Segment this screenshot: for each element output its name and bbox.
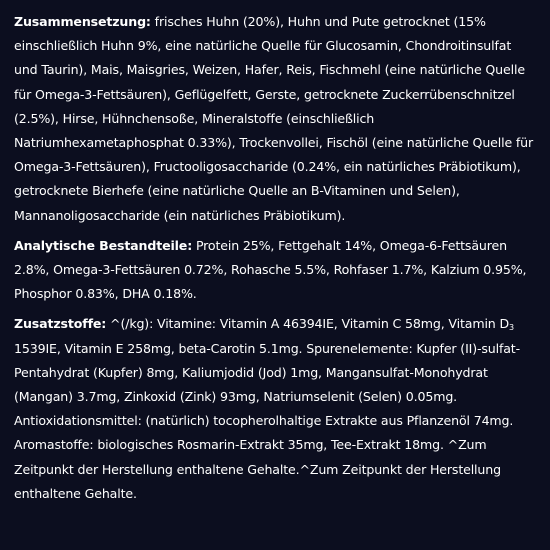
additives-section [14,312,536,506]
additives-label: Zusatzstoffe: [14,316,107,332]
additives-text-end: 1539IE, Vitamin E 258mg, beta-Carotin 5.1mg. Spurenelemente: Kupfer (II)-sulfat-Pentahydrat (Kupfer) 8mg, Kaliumjodid (Jod) 1mg, Mangansulfat-Monohydrat (Mangan) 3.7mg, Zinkoxid (Zink) 93mg, Natriumselenit (Selen) 0.05mg. Antioxidationsmittel: (natürlich) tocopherolhaltige Extrakte aus Pflanzenöl 74mg. Aromastoffe: biologisches Rosmarin-Extrakt 35mg, Tee-Extrakt 18mg. ^Zum Zeitpunkt der Herstellung enthaltene Gehalte.^Zum Zeitpunkt der Herstellung enthaltene Gehalte. [14,340,520,501]
composition-section [14,10,536,228]
vitamin-d-subscript: 3 [509,323,514,333]
composition-text: frisches Huhn (20%), Huhn und Pute getrocknet (15% einschließlich Huhn 9%, eine natürliche Quelle für Glucosamin, Chondroitinsulfat und Taurin), Mais, Maisgries, Weizen, Hafer, Reis, Fischmehl (eine natürliche Quelle für Omega-3-Fettsäuren), Geflügelfett, Gerste, getrocknete Zuckerrübenschnitzel (2.5%), Hirse, Hühnchensoße, Mineralstoffe (einschließlich Natriumhexametaphosphat 0.33%), Trockenvollei, Fischöl (eine natürliche Quelle für Omega-3-Fettsäuren), Fructooligosaccharide (0.24%, ein natürliches Präbiotikum), getrocknete Bierhefe (eine natürliche Quelle an B-Vitaminen und Selen), Mannanoligosaccharide (ein natürliches Präbiotikum). [14,14,534,223]
additives-text-start: ^(/kg): Vitamine: Vitamin A 46394IE, Vitamin C 58mg, Vitamin D [106,316,510,332]
analytical-text: Protein 25%, Fettgehalt 14%, Omega-6-Fettsäuren 2.8%, Omega-3-Fettsäuren 0.72%, Rohasche 5.5%, Rohfaser 1.7%, Kalzium 0.95%, Phosphor 0.83%, DHA 0.18%. [14,237,527,302]
analytical-section [14,234,536,307]
composition-label: Zusammensetzung: [14,14,151,29]
analytical-label: Analytische Bestandteile: [14,237,193,253]
